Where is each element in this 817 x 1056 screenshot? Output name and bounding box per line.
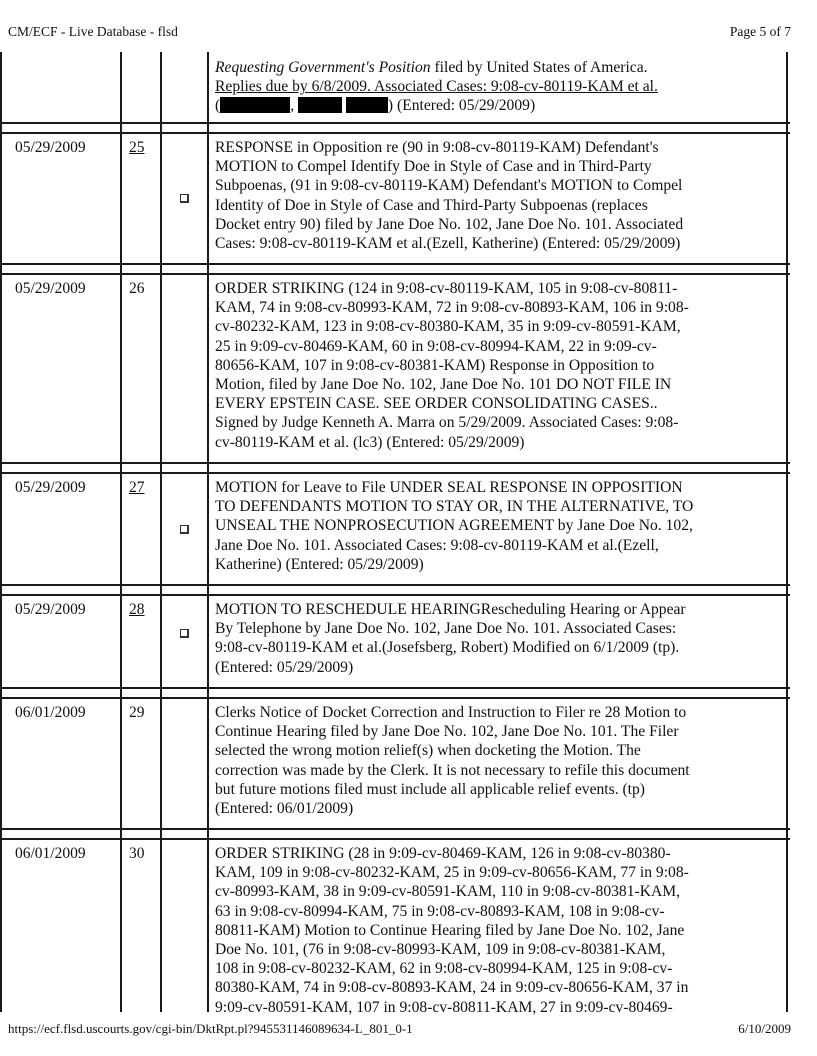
entry-line: 9:09-cv-80591-KAM, 107 in 9:08-cv-80811-KAM, 27 in 9:09-cv-80469- [215, 998, 673, 1016]
entry-line: cv-80232-KAM, 123 in 9:08-cv-80380-KAM, 35 in 9:09-cv-80591-KAM, [215, 318, 681, 336]
entry-line: 80656-KAM, 107 in 9:08-cv-80381-KAM) Response in Opposition to [215, 356, 655, 374]
entry-line: cv-80119-KAM et al. (lc3) (Entered: 05/29/2009) [215, 433, 525, 451]
table-row [0, 273, 790, 464]
entry-line: cv-80993-KAM, 38 in 9:09-cv-80591-KAM, 110 in 9:08-cv-80381-KAM, [215, 883, 681, 901]
document-checkbox[interactable] [180, 194, 189, 203]
entry-line: ORDER STRIKING (124 in 9:08-cv-80119-KAM, 105 in 9:08-cv-80811- [215, 280, 678, 297]
entry-line: MOTION for Leave to File UNDER SEAL RESPONSE IN OPPOSITION [215, 479, 683, 496]
entry-number: 26 [129, 280, 145, 297]
entry-text [215, 844, 785, 1017]
entry-line: (Entered: 06/01/2009) [215, 800, 354, 818]
docket-table [0, 52, 790, 1016]
table-row [0, 838, 790, 1018]
entry-line: (Entered: 05/29/2009) [215, 658, 354, 676]
entry-line: EVERY EPSTEIN CASE. SEE ORDER CONSOLIDATING CASES.. [215, 395, 658, 413]
entry-date: 05/29/2009 [15, 479, 86, 496]
entry-number: 30 [129, 845, 145, 862]
entry-text: Requesting Government's Position filed by United States of America. Replies due by 6/8/2009. Associated Cases: 9:08-cv-80119-KAM et al. ( , ) (Entered: 05/29/2009) [215, 58, 785, 116]
entry-line: ORDER STRIKING (28 in 9:09-cv-80469-KAM, 126 in 9:08-cv-80380- [215, 845, 671, 862]
entry-date: 05/29/2009 [15, 601, 86, 618]
table-row [0, 48, 790, 124]
entry-text [215, 703, 785, 818]
redaction-bar [346, 97, 388, 113]
entry-line: RESPONSE in Opposition re (90 in 9:08-cv-80119-KAM) Defendant's [215, 139, 659, 156]
header-title: CM/ECF - Live Database - flsd [8, 24, 178, 39]
entry-text [215, 600, 785, 677]
entry-filer: filed by United States of America. [430, 59, 648, 76]
entry-line: 80811-KAM) Motion to Continue Hearing filed by Jane Doe No. 102, Jane [215, 921, 685, 939]
entry-line: Jane Doe No. 101. Associated Cases: 9:08-cv-80119-KAM et al.(Ezell, [215, 536, 659, 554]
entry-line: By Telephone by Jane Doe No. 102, Jane Doe No. 101. Associated Cases: [215, 620, 677, 638]
entry-text [215, 279, 785, 452]
entry-line: Motion, filed by Jane Doe No. 102, Jane Doe No. 101 DO NOT FILE IN [215, 376, 672, 394]
entry-date: 06/01/2009 [15, 845, 86, 862]
entry-line: Subpoenas, (91 in 9:08-cv-80119-KAM) Defendant's MOTION to Compel [215, 177, 683, 195]
entry-line: KAM, 109 in 9:08-cv-80232-KAM, 25 in 9:09-cv-80656-KAM, 77 in 9:08- [215, 864, 689, 882]
entry-line: 108 in 9:08-cv-80232-KAM, 62 in 9:08-cv-80994-KAM, 125 in 9:08-cv- [215, 960, 673, 978]
document-checkbox[interactable] [180, 525, 189, 534]
entry-number-link[interactable]: 27 [129, 479, 145, 496]
entry-line: Docket entry 90) filed by Jane Doe No. 102, Jane Doe No. 101. Associated [215, 215, 684, 233]
document-checkbox[interactable] [180, 629, 189, 638]
entry-text [215, 138, 785, 253]
table-row [0, 697, 790, 830]
entry-line: (Entered: 05/29/2009) [397, 97, 536, 115]
entry-line: Katherine) (Entered: 05/29/2009) [215, 555, 424, 573]
redaction-bar [220, 97, 290, 113]
entry-date: 05/29/2009 [15, 139, 86, 156]
table-row [0, 132, 790, 265]
entry-line: but future motions filed must include all applicable relief events. (tp) [215, 780, 646, 798]
entry-number: 29 [129, 704, 145, 721]
entry-date: 06/01/2009 [15, 704, 86, 721]
entry-line: KAM, 74 in 9:08-cv-80993-KAM, 72 in 9:08-cv-80893-KAM, 106 in 9:08- [215, 299, 689, 317]
page-indicator: Page 5 of 7 [729, 24, 791, 39]
italic-title: Requesting Government's Position [215, 59, 431, 76]
entry-line: Replies due by 6/8/2009. Associated Cases: 9:08-cv-80119-KAM et al. [215, 78, 658, 96]
entry-line: selected the wrong motion relief(s) when docketing the Motion. The [215, 742, 641, 760]
entry-line: TO DEFENDANTS MOTION TO STAY OR, IN THE ALTERNATIVE, TO [215, 498, 694, 516]
entry-line: Identity of Doe in Style of Case and Third-Party Subpoenas (replaces [215, 196, 648, 214]
entry-line: correction was made by the Clerk. It is not necessary to refile this document [215, 761, 690, 779]
entry-number-link[interactable]: 25 [129, 139, 145, 156]
entry-date: 05/29/2009 [15, 280, 86, 297]
entry-line: 25 in 9:09-cv-80469-KAM, 60 in 9:08-cv-80994-KAM, 22 in 9:09-cv- [215, 337, 657, 355]
entry-line: Cases: 9:08-cv-80119-KAM et al.(Ezell, Katherine) (Entered: 05/29/2009) [215, 235, 681, 253]
footer-url: https://ecf.flsd.uscourts.gov/cgi-bin/DktRpt.pl?945531146089634-L_801_0-1 [8, 1021, 413, 1036]
entry-line: Doe No. 101, (76 in 9:08-cv-80993-KAM, 109 in 9:08-cv-80381-KAM, [215, 941, 666, 959]
entry-text [215, 478, 785, 574]
table-row [0, 594, 790, 689]
entry-line: 63 in 9:08-cv-80994-KAM, 75 in 9:08-cv-80893-KAM, 108 in 9:08-cv- [215, 902, 665, 920]
redaction-bar [298, 97, 342, 113]
footer-date: 6/10/2009 [738, 1021, 791, 1036]
entry-line: 80380-KAM, 74 in 9:08-cv-80893-KAM, 24 in 9:09-cv-80656-KAM, 37 in [215, 979, 689, 997]
entry-line: Continue Hearing filed by Jane Doe No. 102, Jane Doe No. 101. The Filer [215, 723, 679, 741]
entry-line: UNSEAL THE NONPROSECUTION AGREEMENT by Jane Doe No. 102, [215, 517, 693, 535]
entry-number-link[interactable]: 28 [129, 601, 145, 618]
table-row [0, 472, 790, 586]
entry-line: MOTION TO RESCHEDULE HEARINGRescheduling Hearing or Appear [215, 601, 686, 618]
entry-line: Signed by Judge Kenneth A. Marra on 5/29/2009. Associated Cases: 9:08- [215, 414, 679, 432]
entry-line: MOTION to Compel Identify Doe in Style of Case and in Third-Party [215, 158, 652, 176]
entry-line: Clerks Notice of Docket Correction and Instruction to Filer re 28 Motion to [215, 704, 687, 721]
entry-line: 9:08-cv-80119-KAM et al.(Josefsberg, Robert) Modified on 6/1/2009 (tp). [215, 639, 680, 657]
